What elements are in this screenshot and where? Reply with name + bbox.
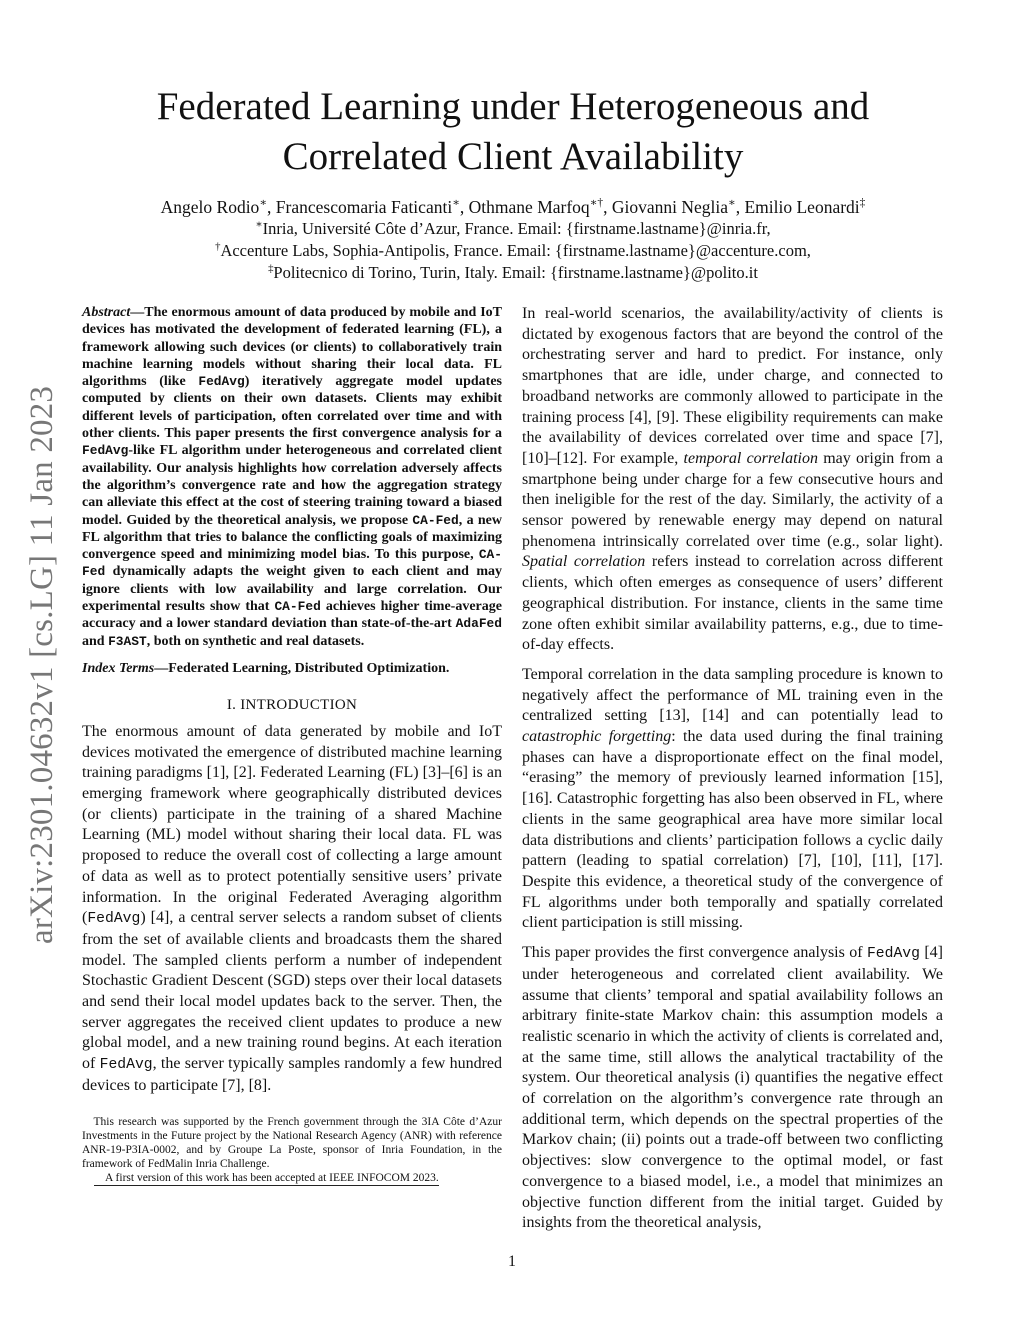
abstract-text: , a new FL algorithm that tries to balance the conflicting goals of maximizing convergence speed and minimizing model bias. To this purpose, [82,512,502,563]
code-cafed: CA-Fed [412,512,459,528]
body-paragraph [522,665,943,934]
index-terms [82,660,502,677]
code-adafed: AdaFed [455,616,502,632]
code-fedavg: FedAvg [82,443,129,459]
abstract-text: ) iteratively aggregate model updates computed by clients on their own datasets. Clients may exhibit different levels of participation, often correlated over time and with other clients. This paper presents the first convergence analysis for a [82,374,502,442]
intro-text: ) [4], a central server selects a random subset of clients from the set of available clients and broadcasts them the shared model. The sampled clients perform a number of independent Stochastic Gradient Descent (SGD) steps over their local datasets and send their local model updates back to the server. Then, the server aggregates the received client updates to produce a new global model, and a new training round begins. At each iteration of [82,909,502,1073]
footnote-infocom: A first version of this work has been accepted at IEEE INFOCOM 2023. [94,1171,439,1186]
body-text: In real-world scenarios, the availability/activity of clients is dictated by exogenous factors that are beyond the control of the orchestrating server and hard to predict. For instance, only smartphones that are idle, under charge, and connected to broadband networks are commonly allowed to participate in the training process [4], [9]. These eligibility requirements can make the availability of devices correlated over time and space [7], [10]–[12]. For example, [522,305,943,467]
affiliation [80,218,946,240]
author-list: Angelo Rodio∗, Francescomaria Faticanti∗, Othmane Marfoq∗†, Giovanni Neglia∗, Emilio Leonardi‡ [160,197,866,217]
body-paragraph [522,304,943,656]
code-cafed: CA-Fed [82,547,502,580]
section-heading-introduction [82,697,502,714]
abstract-text: , both on synthetic and real datasets. [146,633,365,649]
arxiv-stamp: arXiv:2301.04632v1 [cs.LG] 11 Jan 2023 [24,385,60,944]
author: Othmane Marfoq [468,197,590,217]
footnote [82,1115,502,1186]
abstract-text: achieves higher time-average accuracy and a lower standard deviation than state-of-the-art [82,599,502,632]
author: Giovanni Neglia [611,197,728,217]
page-number: 1 [508,1253,516,1270]
author: Francescomaria Faticanti [275,197,453,217]
intro-text: The enormous amount of data generated by mobile and IoT devices motivated the emergence of distributed machine learning training paradigms [1], [2]. Federated Learning (FL) [3]–[6] is an emerging framework where geographically distributed devices (or clients) participate in the training of a shared Machine Learning (ML) model without sharing their local data. FL was proposed to reduce the overall cost of collecting a large amount of data as well as to protect potentially sensitive users’ private information. In the original Federated Averaging algorithm ( [82,722,502,927]
abstract-text: dynamically adapts the weight given to each client and may ignore clients with low availability and large correlation. Our experimental results show that [82,564,502,615]
affiliation [80,240,946,262]
section-initial: I [240,696,246,713]
body-text: : the data used during the final training phases can have a disproportionate effect on the final model, “erasing” the memory of previously learned information [15], [16]. Catastrophic forgetting has also been observed in FL, where clients in the same geographical area have more similar local data distributions and clients’ participation follows a cyclic daily pattern (leading to spatial correlation) [7], [10], [11], [17]. Despite this evidence, a theoretical study of the convergence of FL algorithms under both temporally and spatially correlated client participation is still missing. [522,728,944,932]
index-terms-text: —Federated Learning, Distributed Optimization. [154,660,450,676]
section-number: I. [226,696,237,713]
code-fedavg: FedAvg [866,946,920,963]
footnote-funding: This research was supported by the French government through the 3IA Côte d’Azur Investments in the Future project by the National Research Agency (ANR) with reference ANR-19-P3IA-0002, and by Groupe La Poste, sponsor of Inria Foundation, in the framework of FedMalin Inria Challenge. [82,1115,502,1170]
intro-text: , the server typically samples randomly a few hundred devices to participate [7], [8]. [82,1055,502,1094]
author: Angelo Rodio [160,197,260,217]
index-terms-label: Index Terms [82,660,155,676]
right-column [522,304,943,1234]
affiliation-text: Accenture Labs, Sophia-Antipolis, France. Email: {firstname.lastname}@accenture.com, [220,241,811,260]
emphasis-catastrophic-forgetting: catastrophic forgetting [522,728,672,746]
abstract-label: Abstract [82,305,131,320]
affiliation-mark: ∗ [255,218,263,231]
affiliation-text: Politecnico di Torino, Turin, Italy. Email: {firstname.lastname}@polito.it [273,263,758,282]
author-mark: ∗ [259,197,268,210]
code-fedavg: FedAvg [99,1057,153,1074]
abstract-text: —The enormous amount of data produced by mobile and IoT devices has motivated the development of federated learning (FL), a framework allowing such devices (or clients) to collaboratively train machine learning models without sharing their local data. FL algorithms (like [82,305,502,390]
body-paragraph [522,943,943,1234]
body-text: may origin from a smartphone being under charge for a few consecutive hours and then ineligible for the rest of the day. Similarly, the activity of a sensor powered by renewable energy may depend on natural phenomena intrinsically correlated over time (e.g., solar light). [522,449,943,550]
abstract-text: -like FL algorithm under heterogeneous and correlated client availability. Our analysis highlights how correlation adversely affects the algorithm’s convergence rate and how the aggregation strategy can alleviate this effect at the cost of steering training toward a biased model. Guided by the theoretical analysis, we propose [82,443,502,528]
author-mark: ∗ [452,197,460,210]
code-fedavg: FedAvg [198,374,245,390]
abstract [82,304,502,650]
body-text: This paper provides the first convergence analysis of [522,944,867,962]
emphasis-spatial-correlation: Spatial correlation [522,553,646,571]
body-text: refers instead to correlation across different clients, which often emerges as consequence of users’ different geographical distribution. For instance, clients in the same time zone often exhibit similar availability patterns, e.g., due to time-of-day effects. [522,553,944,654]
author-mark: ‡ [859,197,866,210]
left-column [82,304,502,1186]
affiliation [80,262,946,284]
section-title-rest: NTRODUCTION [245,696,358,713]
body-text: [4] under heterogeneous and correlated client availability. We assume that clients’ temporal and spatial availability follows an arbitrary finite-state Markov chain: this assumption models a realistic scenario in which the activity of clients is correlated and, at the same time, still allows the analytical tractability of the system. Our theoretical analysis (i) quantifies the negative effect of correlation on the algorithm’s convergence rate through an additional term, which depends on the spectral properties of the Markov chain; (ii) points out a trade-off between two conflicting objectives: slow convergence to the optimal model, or fast convergence to a biased model, i.e., a model that minimizes an objective function different from the initial target. Guided by insights from the theoretical analysis, [522,944,943,1232]
author: Emilio Leonardi [744,197,860,217]
code-f3ast: F3AST [108,633,147,649]
affiliation-text: Inria, Université Côte d’Azur, France. Email: {firstname.lastname}@inria.fr, [262,219,771,238]
code-cafed: CA-Fed [274,599,321,615]
affiliation-mark: ‡ [268,262,274,275]
body-text: Temporal correlation in the data sampling procedure is known to negatively affect the performance of ML training even in the centralized setting [13], [14] and can potentially lead to [522,665,943,725]
author-mark: ∗† [589,197,604,210]
title-line-1: Federated Learning under Heterogeneous and [156,85,870,128]
paper-title [80,82,946,182]
affiliation-mark: † [215,240,221,253]
abstract-text: and [82,633,109,649]
intro-paragraph [82,722,502,1097]
author-mark: ∗ [728,197,736,210]
emphasis-temporal-correlation: temporal correlation [683,449,818,467]
code-fedavg: FedAvg [87,911,141,928]
title-line-2: Correlated Client Availability [282,135,744,178]
